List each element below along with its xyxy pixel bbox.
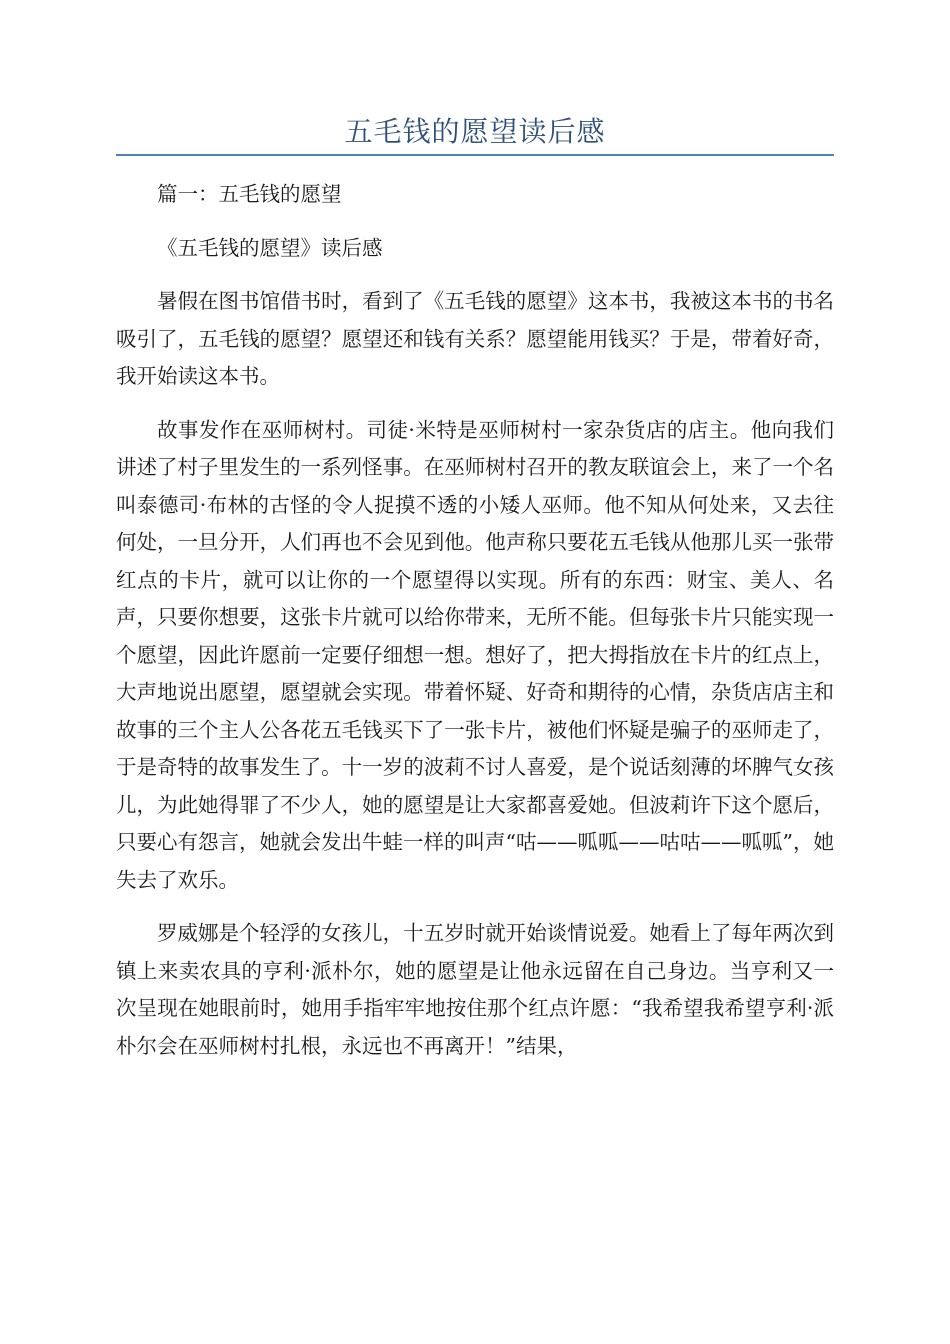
paragraph-2: 故事发作在巫师树村。司徒·米特是巫师树村一家杂货店的店主。他向我们讲述了村子里发生的一系列怪事。在巫师树村召开的教友联谊会上，来了一个名叫泰德司·布林的古怪的令人捉摸不透的小矮人巫师。他不知从何处来，又去往何处，一旦分开，人们再也不会见到他。他声称只要花五毛钱从他那儿买一张带红点的卡片，就可以让你的一个愿望得以实现。所有的东西：财宝、美人、名声，只要你想要，这张卡片就可以给你带来，无所不能。但每张卡片只能实现一个愿望，因此许愿前一定要仔细想一想。想好了，把大拇指放在卡片的红点上，大声地说出愿望，愿望就会实现。带着怀疑、好奇和期待的心情，杂货店店主和故事的三个主人公各花五毛钱买下了一张卡片，被他们怀疑是骗子的巫师走了，于是奇特的故事发生了。十一岁的波莉不讨人喜爱，是个说话刻薄的坏脾气女孩儿，为此她得罪了不少人，她的愿望是让大家都喜爱她。但波莉许下这个愿后，只要心有怨言，她就会发出牛蛙一样的叫声“咕——呱呱——咕咕——呱呱”，她失去了欢乐。 xyxy=(116,417,834,892)
title-underline xyxy=(116,154,834,156)
section-heading: 篇一：五毛钱的愿望 xyxy=(157,182,342,206)
essay-title: 《五毛钱的愿望》读后感 xyxy=(157,235,383,260)
paragraph-1: 暑假在图书馆借书时，看到了《五毛钱的愿望》这本书，我被这本书的书名吸引了，五毛钱的愿望？愿望还和钱有关系？愿望能用钱买？于是，带着好奇，我开始读这本书。 xyxy=(116,289,834,388)
paragraph-3: 罗威娜是个轻浮的女孩儿，十五岁时就开始谈情说爱。她看上了每年两次到镇上来卖农具的亨利·派朴尔，她的愿望是让他永远留在自己身边。当亨利又一次呈现在她眼前时，她用手指牢牢地按住那个红点许愿：“我希望我希望亨利·派朴尔会在巫师树村扎根，永远也不再离开！”结果， xyxy=(116,921,834,1058)
document-body xyxy=(116,176,834,1081)
document-title: 五毛钱的愿望读后感 xyxy=(344,115,606,148)
